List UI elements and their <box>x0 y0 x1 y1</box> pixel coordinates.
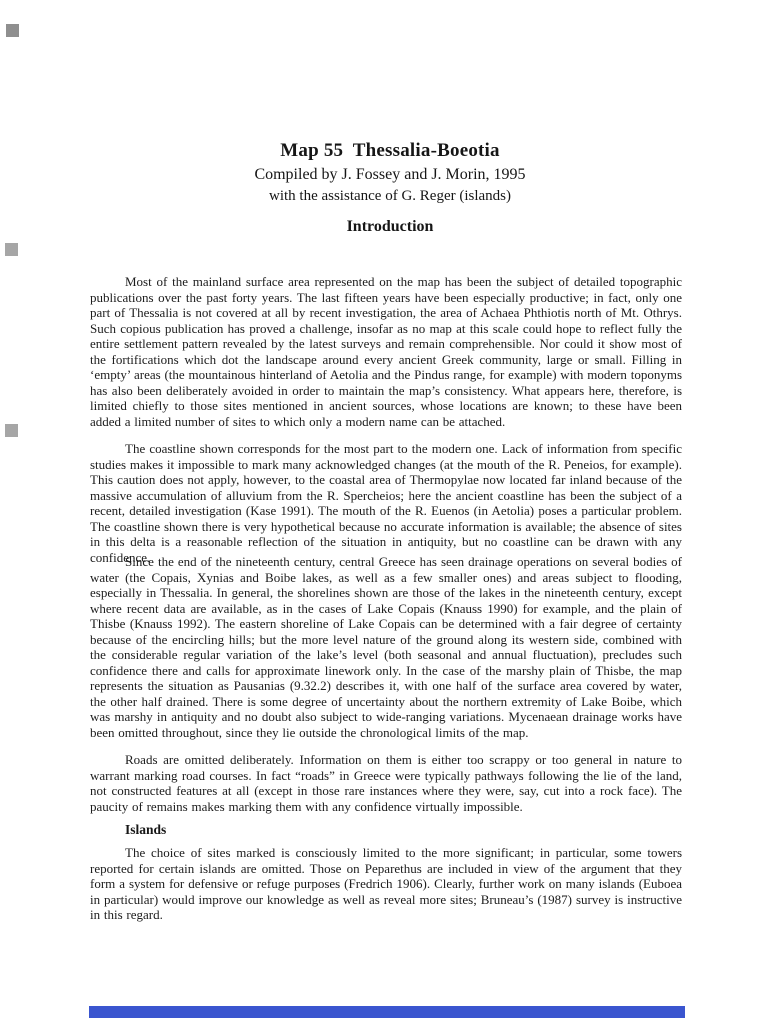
paragraph-drainage: Since the end of the nineteenth century, central Greece has seen drainage operations on several bodies of water (the Copais, Xynias and Boibe lakes, as well as a few smaller ones) and areas subject to flooding, especially in Thessalia. In general, the shorelines shown are those of the lakes in the nineteenth century, except where recent data are available, as in the cases of Lake Copais (Knauss 1990) for example, and the plain of Thisbe (Knauss 1992). The eastern shoreline of Lake Copais can be determined with a fair degree of certainty because of the encircling hills; but the more level nature of the ground along its western side, combined with the considerable regular variation of the lake’s level (both seasonal and annual fluctuation), precludes such confidence there and calls for approximate linework only. In the case of the marshy plain of Thisbe, the map represents the situation as Pausanias (9.32.2) describes it, with one half of the surface area covered by water, the other half drained. There is some degree of uncertainty about the northern extremity of Lake Boibe, which was marshy in antiquity and no doubt also subject to wide-ranging variations. Mycenaean drainage works have been omitted throughout, since they lie outside the chronological limits of the map. <box>90 554 682 740</box>
paragraph-islands: The choice of sites marked is consciously limited to the more significant; in particular, some towers reported for certain islands are omitted. Those on Peparethus are included in view of the argument that they form a system for defensive or refuge purposes (Fredrich 1906). Clearly, further work on many islands (Euboea in particular) would improve our knowledge as well as reveal more sites; Bruneau’s (1987) survey is instructive in this regard. <box>90 845 682 922</box>
left-margin-marker <box>5 243 18 256</box>
paragraph-coastline: The coastline shown corresponds for the most part to the modern one. Lack of information from specific studies makes it impossible to mark many acknowledged changes (at the mouth of the R. Peneios, for example). This caution does not apply, however, to the coastal area of Thermopylae now located far inland because of the massive accumulation of alluvium from the R. Spercheios; here the ancient coastline has been the subject of a recent, detailed investigation (Kase 1991). The mouth of the R. Euenos (in Aetolia) poses a particular problem. The coastline shown there is very hypothetical because no accurate information is available; the absence of sites in this delta is a reasonable reflection of the situation in antiquity, but no coastline can be drawn with any confidence. <box>90 441 682 565</box>
bottom-progress-bar <box>89 1006 685 1018</box>
paragraph-roads: Roads are omitted deliberately. Information on them is either too scrappy or too general in nature to warrant marking road courses. In fact “roads” in Greece were typically pathways following the lie of the land, not constructed features at all (except in those rare instances where they were, say, cut into a rock face). The paucity of remains makes marking them with any confidence virtually impossible. <box>90 752 682 814</box>
left-margin-marker <box>5 424 18 437</box>
page-title: Map 55 Thessalia-Boeotia <box>280 140 500 161</box>
paragraph-topographic-publications: Most of the mainland surface area represented on the map has been the subject of detailed topographic publications over the past forty years. The last fifteen years have been especially productive; in fact, only one part of Thessalia is not covered at all by recent investigation, the area of Achaea Phthiotis north of Mt. Othrys. Such copious publication has proved a challenge, insofar as no map at this scale could hope to reflect fully the entire settlement pattern revealed by the latest surveys and remain comprehensible. Nor could it show most of the fortifications which dot the landscape around every ancient Greek community, large or small. Filling in ‘empty’ areas (the mountainous hinterland of Aetolia and the Pindus range, for example) with modern toponyms has also been deliberately avoided in order to maintain the map’s consistency. What appears here, therefore, is limited chiefly to those sites mentioned in ancient sources, whose locations are known; to these have been added a limited number of sites to which only a modern name can be attached. <box>90 274 682 429</box>
islands-heading: Islands <box>125 822 167 837</box>
byline: Compiled by J. Fossey and J. Morin, 1995 <box>254 166 526 183</box>
left-margin-marker <box>6 24 19 37</box>
assistance-line: with the assistance of G. Reger (islands) <box>268 188 512 204</box>
introduction-heading: Introduction <box>346 218 434 235</box>
